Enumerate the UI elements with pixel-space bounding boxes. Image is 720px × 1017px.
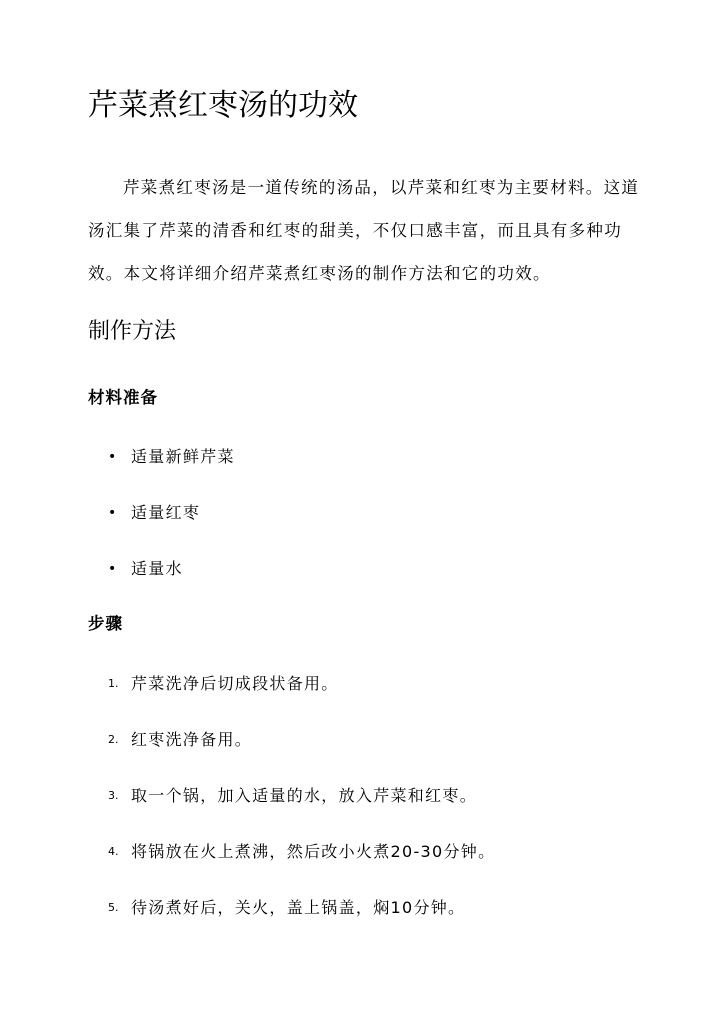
step-number: 1.	[108, 677, 119, 690]
step-number: 5.	[108, 901, 119, 914]
step-text: 取一个锅，加入适量的水，放入芹菜和红枣。	[131, 786, 478, 805]
step-number: 4.	[108, 845, 119, 858]
step-number: 3.	[108, 789, 119, 802]
intro-paragraph: 芹菜煮红枣汤是一道传统的汤品，以芹菜和红枣为主要材料。这道汤汇集了芹菜的清香和红枣的甜美，不仅口感丰富，而且具有多种功效。本文将详细介绍芹菜煮红枣汤的制作方法和它的功效。	[88, 178, 640, 283]
step-text: 待汤煮好后，关火，盖上锅盖，焖10分钟。	[131, 898, 466, 917]
step-number: 2.	[108, 733, 119, 746]
document-title: 芹菜煮红枣汤的功效	[88, 88, 358, 123]
step-text: 红枣洗净备用。	[131, 730, 253, 749]
subheading-steps: 步骤	[88, 614, 123, 633]
bullet-marker: •	[108, 505, 117, 521]
subheading-materials: 材料准备	[88, 388, 158, 407]
bullet-marker: •	[108, 561, 117, 577]
step-text: 芹菜洗净后切成段状备用。	[131, 674, 339, 693]
step-text: 将锅放在火上煮沸，然后改小火煮20-30分钟。	[131, 842, 496, 861]
material-item-text: 适量红枣	[131, 503, 201, 522]
bullet-marker: •	[108, 449, 117, 465]
material-item-text: 适量新鲜芹菜	[131, 447, 235, 466]
section-heading-method: 制作方法	[88, 319, 177, 344]
material-item-text: 适量水	[131, 559, 183, 578]
